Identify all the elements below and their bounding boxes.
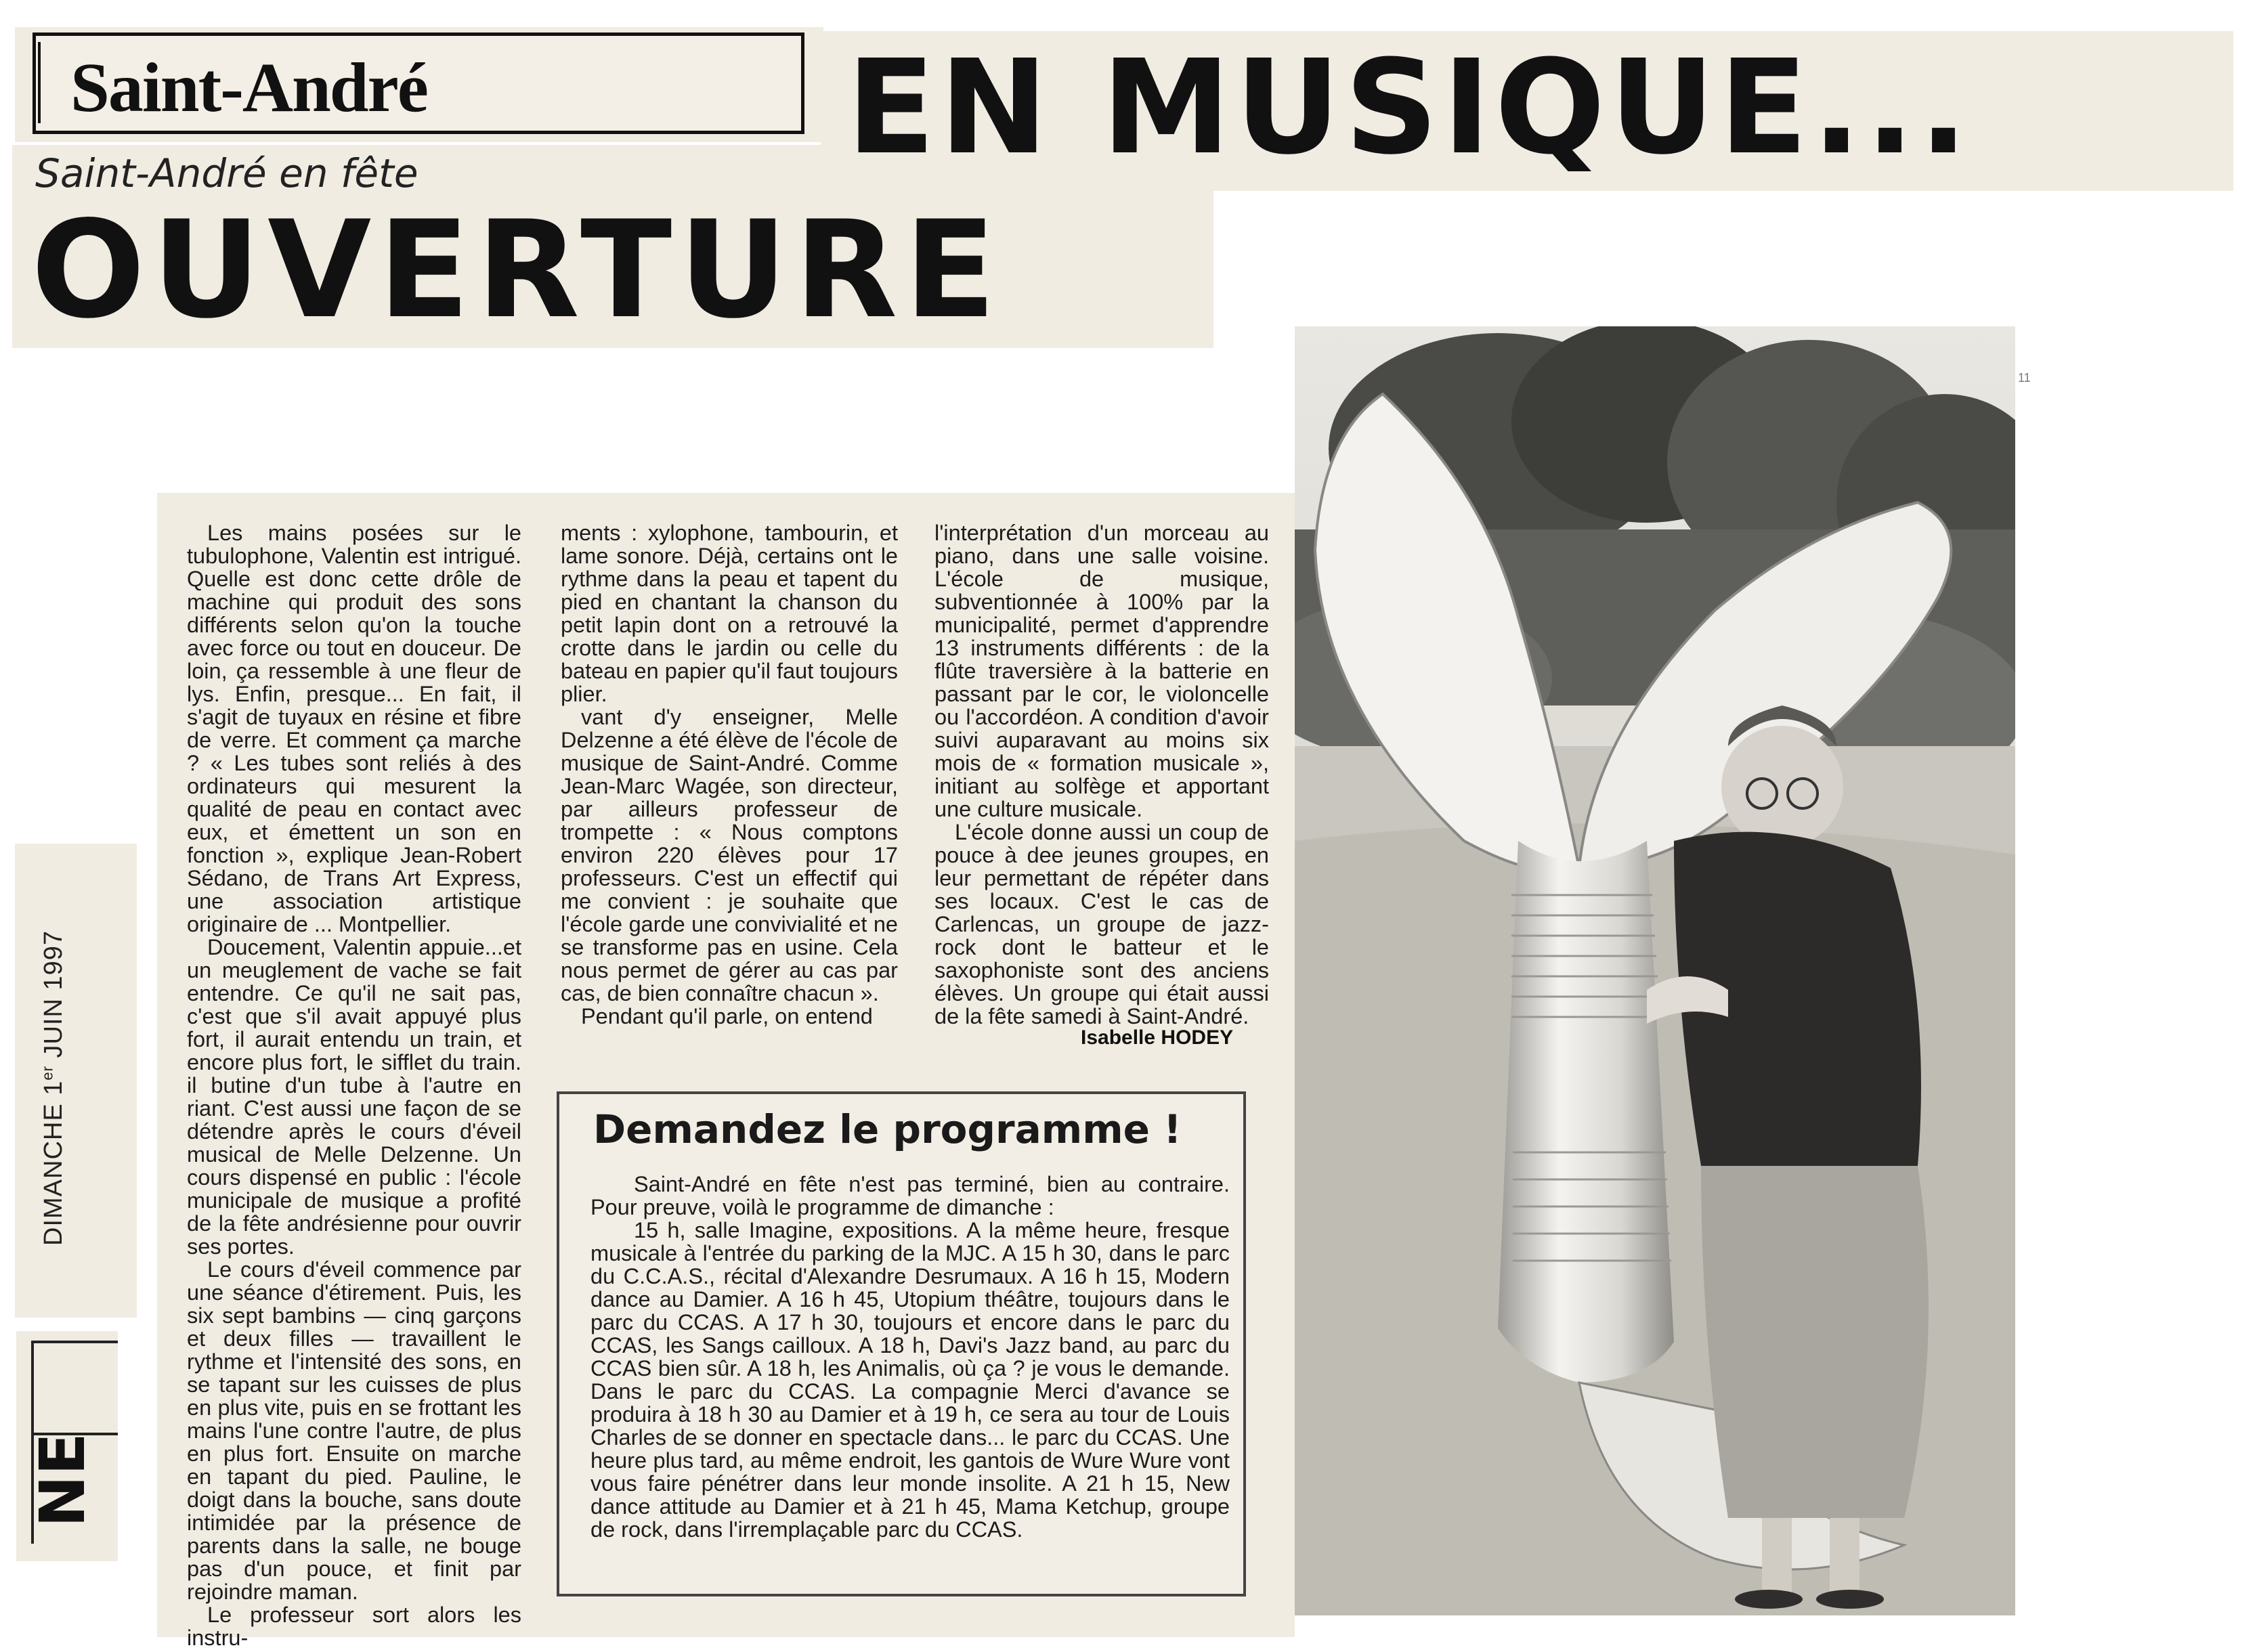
dateline <box>39 867 80 1246</box>
newspaper-logo-mark <box>16 1331 118 1561</box>
article-paragraph: Le professeur sort alors les instru- <box>187 1603 521 1650</box>
locality-rule <box>38 42 41 123</box>
dateline-prefix: DIMANCHE 1 <box>39 1080 68 1246</box>
locality-label: Saint-André <box>70 49 427 127</box>
article-paragraph: Doucement, Valentin appuie...et un meuglement de vache se fait entendre. Ce qu'il ne sait pas, c'est que s'il avait appuyé plus fort, il aurait entendu un train, et encore plus fort, le sifflet du train. il butine d'un tube à l'autre en riant. C'est aussi une façon de se détendre après le cours d'éveil musical de Melle Delzenne. Un cours dispensé en public : l'école municipale de musique a profité de la fête andrésienne pour ouvrir ses portes. <box>187 935 521 1259</box>
article-column-1 <box>187 521 521 1649</box>
article-paragraph: Le cours d'éveil commence par une séance d'étirement. Puis, les six sept bambins — cinq garçons et deux filles — travaillent le rythme et l'intensité des sons, en se tapant sur les cuisses de plus en plus vite, puis en se frottant les mains l'une contre l'autre, de plus en plus fort. Ensuite on marche en tapant du pied. Pauline, le doigt dans la bouche, sans doute intimidée par la présence de parents dans la salle, ne bouge pas d'un pouce, et finit par rejoindre maman. <box>187 1257 521 1604</box>
article-paragraph: vant d'y enseigner, Melle Delzenne a été élève de l'école de musique de Saint-André. Comme Jean-Marc Wagée, son directeur, par ailleurs professeur de trompette : « Nous comptons environ 220 élèves pour 17 professeurs. C'est un effectif qui me convient : je souhaite que l'école garde une convivialité et ne se transforme pas en usine. Cela nous permet de gérer au cas par cas, de bien connaître chacun ». <box>561 705 898 1005</box>
programme-title: Demandez le programme ! <box>593 1106 1182 1152</box>
dateline-sup: er <box>39 1066 56 1081</box>
article-column-2 <box>561 521 898 1028</box>
article-paragraph: ments : xylophone, tambourin, et lame sonore. Déjà, certains ont le rythme dans la peau et tapent du pied en chantant la chanson du petit lapin dont on a retrouvé la crotte dans le jardin ou celle du bateau en papier qu'il faut toujours plier. <box>561 521 898 706</box>
newspaper-logo <box>16 1331 118 1561</box>
dateline-rest: JUIN 1997 <box>39 930 68 1066</box>
article-column-3 <box>934 521 1269 1028</box>
article-paragraph: l'interprétation d'un morceau au piano, dans une salle voisine. L'école de musique, subventionnée à 100% par la municipalité, permet d'apprendre 13 instruments différents : de la flûte traversière à la batterie en passant par le cor, le violoncelle ou l'accordéon. A condition d'avoir suivi auparavant au moins six mois de « formation musicale », initiant au solfège et apportant une culture musicale. <box>934 521 1269 821</box>
photo-sculpture-woman <box>1295 326 2015 1615</box>
headline: OUVERTURE <box>31 192 1003 348</box>
section-title: EN MUSIQUE... <box>846 32 1973 183</box>
photo-mark: 11 <box>2018 371 2031 385</box>
article-paragraph: Les mains posées sur le tubulophone, Valentin est intrigué. Quelle est donc cette drôle de machine qui produit des sons différents selon qu'on la touche avec force ou tout en douceur. De loin, ça ressemble à une fleur de lys. Enfin, presque... En fait, il s'agit de tuyaux en résine et fibre de verre. Et comment ça marche ? « Les tubes sont reliés à des ordinateurs qui mesurent la qualité de peau en contact avec eux, et émettent un son en fonction », explique Jean-Robert Sédano, de Trans Art Express, une association artistique originaire de ... Montpellier. <box>187 521 521 936</box>
article-paragraph: L'école donne aussi un coup de pouce à dee jeunes groupes, en leur permettant de répéter dans ses locaux. C'est le cas de Carlencas, un groupe de jazz-rock dont le batteur et le saxophoniste sont des anciens élèves. Un groupe qui était aussi de la fête samedi à Saint-André. <box>934 820 1269 1028</box>
newspaper-logo-text: NE <box>26 1433 99 1527</box>
programme-body <box>590 1173 1230 1541</box>
kicker: Saint-André en fête <box>35 150 418 196</box>
byline: Isabelle HODEY <box>1081 1026 1234 1049</box>
photo-illustration <box>1295 326 2015 1615</box>
programme-paragraph: 15 h, salle Imagine, expositions. A la même heure, fresque musicale à l'entrée du parking de la MJC. A 15 h 30, dans le parc du C.C.A.S., récital d'Alexandre Desrumaux. A 16 h 15, Modern dance au Damier. A 16 h 45, Utopium théâtre, toujours dans le parc du CCAS. A 17 h 30, toujours et encore dans le parc du CCAS, les Sangs cailloux. A 18 h, Davi's Jazz band, au parc du CCAS bien sûr. A 18 h, les Animalis, où ça ? je vous le demande. Dans le parc du CCAS. La compagnie Merci d'avance se produira à 18 h 30 au Damier et à 19 h, ce sera au tour de Louis Charles de se donner en spectacle dans... le parc du CCAS. Une heure plus tard, au même endroit, les gantois de Wure Wure vont vous faire pénétrer dans leur monde insolite. A 21 h 15, New dance attitude au Damier et à 21 h 45, Mama Ketchup, groupe de rock, dans l'irremplaçable parc du CCAS. <box>590 1218 1230 1542</box>
programme-paragraph: Saint-André en fête n'est pas terminé, bien au contraire. Pour preuve, voilà le programme de dimanche : <box>590 1172 1230 1219</box>
article-paragraph: Pendant qu'il parle, on entend <box>581 1004 873 1028</box>
